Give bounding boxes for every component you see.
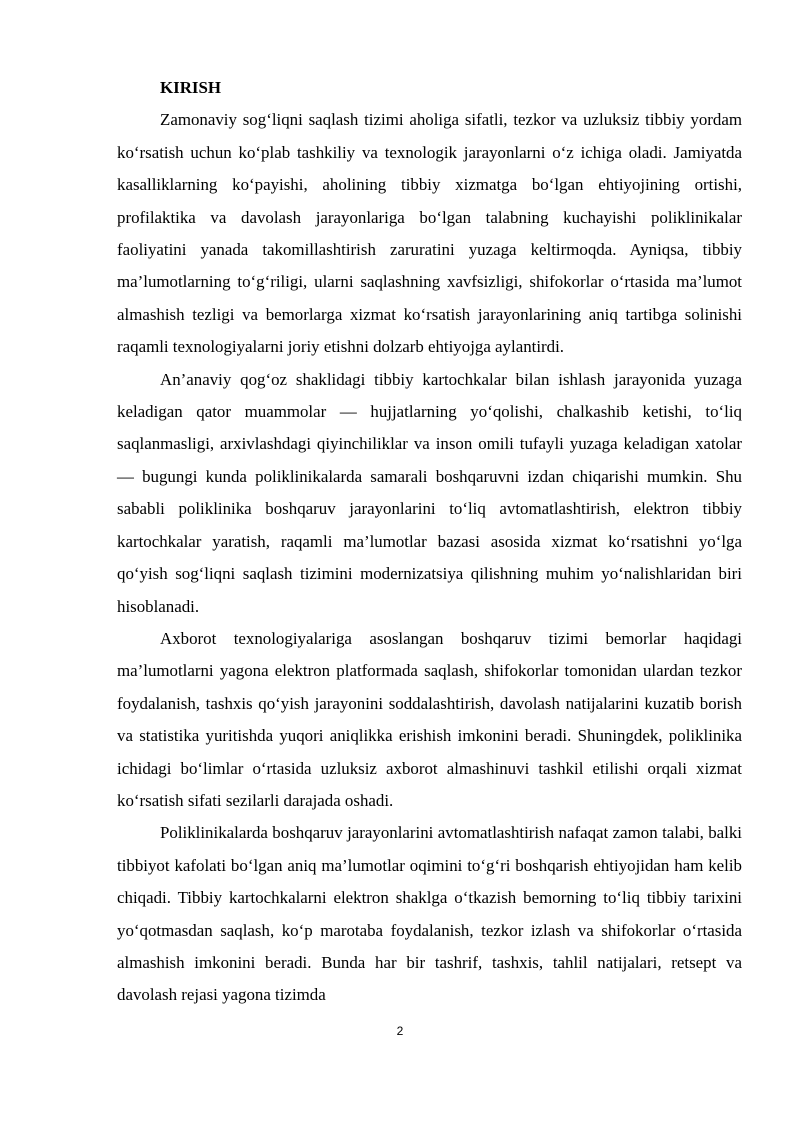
paragraph-2: An’anaviy qog‘oz shaklidagi tibbiy kartochkalar bilan ishlash jarayonida yuzaga keladigan qator muammolar — hujjatlarning yo‘qolishi, chalkashib ketishi, to‘liq saqlanmasligi, arxivlashdagi qiyinchiliklar va inson omili tufayli yuzaga keladigan xatolar — bugungi kunda poliklinikalarda samarali boshqaruvni izdan chiqarishi mumkin. Shu sababli poliklinika boshqaruv jarayonlarini to‘liq avtomatlashtirish, elektron tibbiy kartochkalar yaratish, raqamli ma’lumotlar bazasi asosida xizmat ko‘rsatishni yo‘lga qo‘yish sog‘liqni saqlash tizimini modernizatsiya qilishning muhim yo‘nalishlaridan biri hisoblanadi. xyxy=(117,369,742,616)
document-body xyxy=(117,72,742,1012)
paragraph-4: Poliklinikalarda boshqaruv jarayonlarini avtomatlashtirish nafaqat zamon talabi, balki tibbiyot kafolati bo‘lgan aniq ma’lumotlar oqimini to‘g‘ri boshqarish ehtiyojidan ham kelib chiqadi. Tibbiy kartochkalarni elektron shaklga o‘tkazish bemorning to‘liq tibbiy tarixini yo‘qotmasdan saqlash, ko‘p marotaba foydalanish, tezkor izlash va shifokorlar o‘rtasida almashish imkonini beradi. Bunda har bir tashrif, tashxis, tahlil natijalari, retsept va davolash rejasi yagona tizimda xyxy=(117,823,742,1005)
paragraph-3: Axborot texnologiyalariga asoslangan boshqaruv tizimi bemorlar haqidagi ma’lumotlarni yagona elektron platformada saqlash, shifokorlar tomonidan ulardan tezkor foydalanish, tashxis qo‘yish jarayonini soddalashtirish, davolash natijalarini kuzatib borish va statistika yuritishda yuqori aniqlikka erishish imkonini beradi. Shuningdek, poliklinika ichidagi bo‘limlar o‘rtasida uzluksiz axborot almashinuvi tashkil etilishi orqali xizmat ko‘rsatish sifati sezilarli darajada oshadi. xyxy=(117,628,742,810)
paragraph-1: Zamonaviy sog‘liqni saqlash tizimi aholiga sifatli, tezkor va uzluksiz tibbiy yordam ko‘rsatish uchun ko‘plab tashkiliy va texnologik jarayonlarni o‘z ichiga oladi. Jamiyatda kasalliklarning ko‘payishi, aholining tibbiy xizmatga bo‘lgan ehtiyojining ortishi, profilaktika va davolash jarayonlariga bo‘lgan talabning kuchayishi poliklinikalar faoliyatini yanada takomillashtirish zaruratini yuzaga keltirmoqda. Ayniqsa, tibbiy ma’lumotlarning to‘g‘riligi, ularni saqlashning xavfsizligi, shifokorlar o‘rtasida ma’lumot almashish tezligi va bemorlarga xizmat ko‘rsatish jarayonlarining aniq tartibga solinishi raqamli texnologiyalarni joriy etishni dolzarb ehtiyojga aylantirdi. xyxy=(117,110,742,357)
section-heading: KIRISH xyxy=(160,78,222,97)
page-number: 2 xyxy=(396,1024,404,1038)
